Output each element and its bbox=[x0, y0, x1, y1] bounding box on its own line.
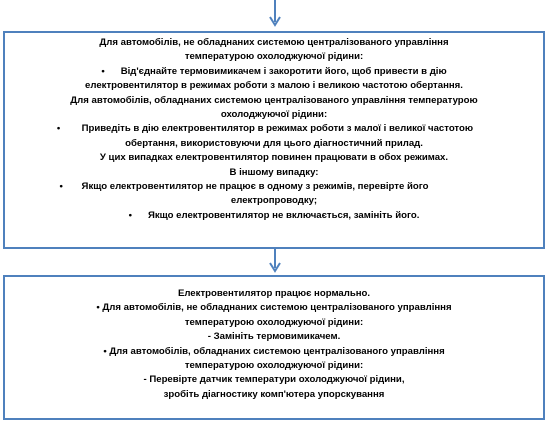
box1-line-11: Якщо електровентилятор не працює в одному з режимів, перевірте його bbox=[81, 181, 429, 193]
box2-line-2: • Для автомобілів, не обладнаних системою централізованого управління bbox=[96, 302, 452, 314]
box1-bullet-item-3 bbox=[13, 180, 535, 194]
box1-line-10: В іншому випадку: bbox=[229, 166, 319, 178]
box1-line-4: електровентилятор в режимах роботи з малою і великою частотою обертання. bbox=[85, 80, 463, 92]
box1-bullet-item-2 bbox=[13, 122, 535, 136]
down-arrow-icon bbox=[269, 0, 281, 30]
bullet-icon: • bbox=[128, 209, 132, 221]
box1-bullet-item-4 bbox=[13, 209, 535, 223]
box2-line-4: - Замініть термовимикачем. bbox=[207, 331, 341, 343]
instruction-box-fan-ok bbox=[3, 275, 545, 420]
bullet-icon: • bbox=[59, 181, 63, 193]
box2-line-8: зробіть діагностику комп'ютера упорскування bbox=[163, 388, 385, 400]
box1-line-3: Від'єднайте термовимикачем і закоротити його, щоб привести в дію bbox=[120, 65, 447, 77]
box1-line-5: Для автомобілів, обладнаних системою централізованого управління температурою bbox=[70, 94, 478, 106]
box1-line-12: електропроводку; bbox=[230, 195, 318, 207]
box1-bullet-item-1 bbox=[13, 65, 535, 79]
down-arrow-icon bbox=[269, 249, 281, 275]
box2-line-5: • Для автомобілів, обладнаних системою централізованого управління bbox=[103, 345, 445, 357]
box1-line-13: Якщо електровентилятор не включається, замініть його. bbox=[147, 209, 420, 221]
box2-line-7: - Перевірте датчик температури охолоджуючої рідини, bbox=[143, 374, 405, 386]
flow-arrow-top bbox=[269, 0, 281, 30]
box1-line-8: обертання, використовуючи для цього діагностичний прилад. bbox=[125, 137, 423, 149]
box1-line-6: охолоджуючої рідини: bbox=[220, 109, 328, 121]
flow-arrow-middle bbox=[269, 249, 281, 275]
box1-line-1: Для автомобілів, не обладнаних системою централізованого управління bbox=[99, 37, 449, 48]
box1-line-7: Приведіть в дію електровентилятор в режимах роботи з малої і великої частотою bbox=[81, 123, 474, 135]
instruction-box-check-fan bbox=[3, 31, 545, 249]
box2-line-3: температурою охолоджуючої рідини: bbox=[184, 316, 364, 328]
bullet-icon: • bbox=[56, 123, 61, 135]
box1-line-2: температурою охолоджуючої рідини: bbox=[184, 51, 364, 63]
box2-line-1: Електровентилятор працює нормально. bbox=[177, 288, 371, 299]
bullet-icon: • bbox=[101, 65, 105, 77]
box1-line-9: У цих випадках електровентилятор повинен працювати в обох режимах. bbox=[99, 152, 449, 164]
box2-line-6: температурою охолоджуючої рідини: bbox=[184, 360, 364, 372]
